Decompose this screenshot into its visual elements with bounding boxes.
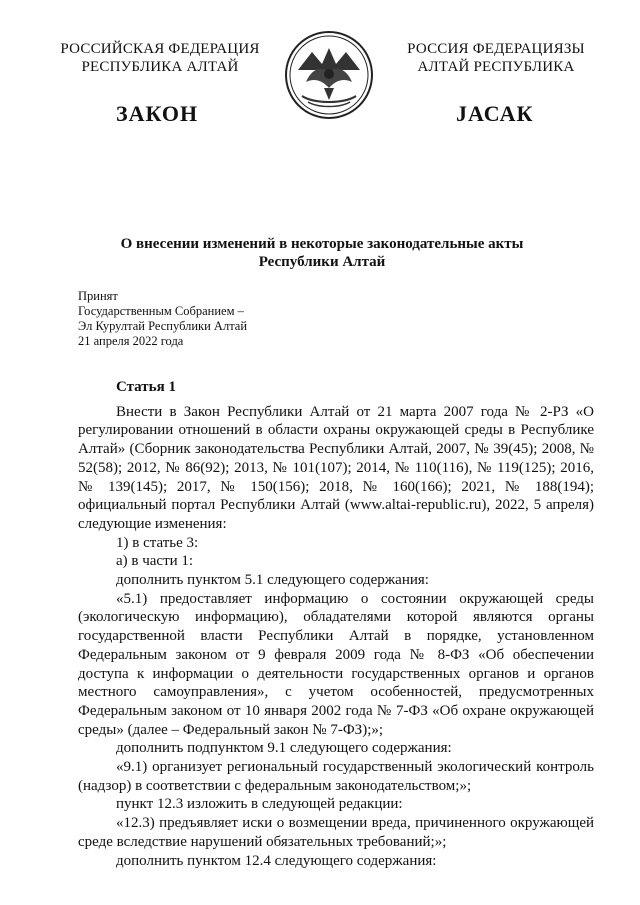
header-right-line2: АЛТАЙ РЕСПУБЛИКА [417,59,575,75]
adoption-date: 21 апреля 2022 года [78,334,184,348]
header-left-line2: РЕСПУБЛИКА АЛТАЙ [81,59,239,75]
paragraph-9: дополнить пунктом 12.4 следующего содержания: [116,852,437,869]
article-heading: Статья 1 [116,379,176,395]
paragraph-1: 1) в статье 3: [116,534,199,551]
article-intro: Внести в Закон Республики Алтай от 21 марта 2007 года № 2-РЗ «О регулировании отношений в области охраны окружающей среды в Республике Алтай» (Сборник законодательства Республики Алтай, 2007, № 39(45); 2008, № 52(58); 2012, № 86(92); 2013, № 101(107); 2014, № 110(116), № 119(125); 2016, № 139(145); 2017, № 150(156); 2018, № 160(166); 2021, № 188(194); официальный портал Республики Алтай (www.altai-republic.ru), 2022, 5 апреля) следующие изменения: [78,403,594,532]
paragraph-6: «9.1) организует региональный государственный экологический контроль (надзор) в соответствии с федеральным законодательством;»; [78,759,594,794]
paragraph-7: пункт 12.3 изложить в следующей редакции: [116,796,403,813]
header-right-line1: РОССИЯ ФЕДЕРАЦИЯЗЫ [407,41,585,57]
adoption-line3: Эл Курултай Республики Алтай [78,319,248,333]
coat-of-arms-icon [284,30,374,120]
document-title-line2: Республики Алтай [258,254,386,270]
paragraph-2: а) в части 1: [116,553,194,570]
paragraph-3: дополнить пунктом 5.1 следующего содержания: [116,572,429,589]
document-title-line1: О внесении изменений в некоторые законодательные акты [120,236,524,252]
law-title-russian: ЗАКОН [116,101,199,126]
adoption-line1: Принят [78,289,118,303]
paragraph-8: «12.3) предъявляет иски о возмещении вреда, причиненного окружающей среде вследствие нарушений обязательных требований;»; [78,815,594,850]
paragraph-4: «5.1) предоставляет информацию о состоянии окружающей среды (экологическую информацию), обладателями которой являются органы государственной власти Республики Алтай в порядке, установленном Федеральным законом от 9 февраля 2009 года № 8-ФЗ «Об обеспечении доступа к информации о деятельности государственных органов и органов местного самоуправления», с учетом особенностей, предусмотренных Федеральным законом от 10 января 2002 года № 7-ФЗ «Об охране окружающей среды» (далее – Федеральный закон № 7-ФЗ);»; [78,590,594,738]
document-title [74,235,570,271]
header-left-line1: РОССИЙСКАЯ ФЕДЕРАЦИЯ [60,41,260,57]
law-title-altai: ЈАСАК [456,101,534,126]
header-left [44,40,276,76]
adoption-block [78,289,247,349]
header-right [380,40,612,76]
adoption-line2: Государственным Собранием – [78,304,244,318]
article-body [78,378,594,870]
paragraph-5: дополнить подпунктом 9.1 следующего содержания: [116,740,452,757]
